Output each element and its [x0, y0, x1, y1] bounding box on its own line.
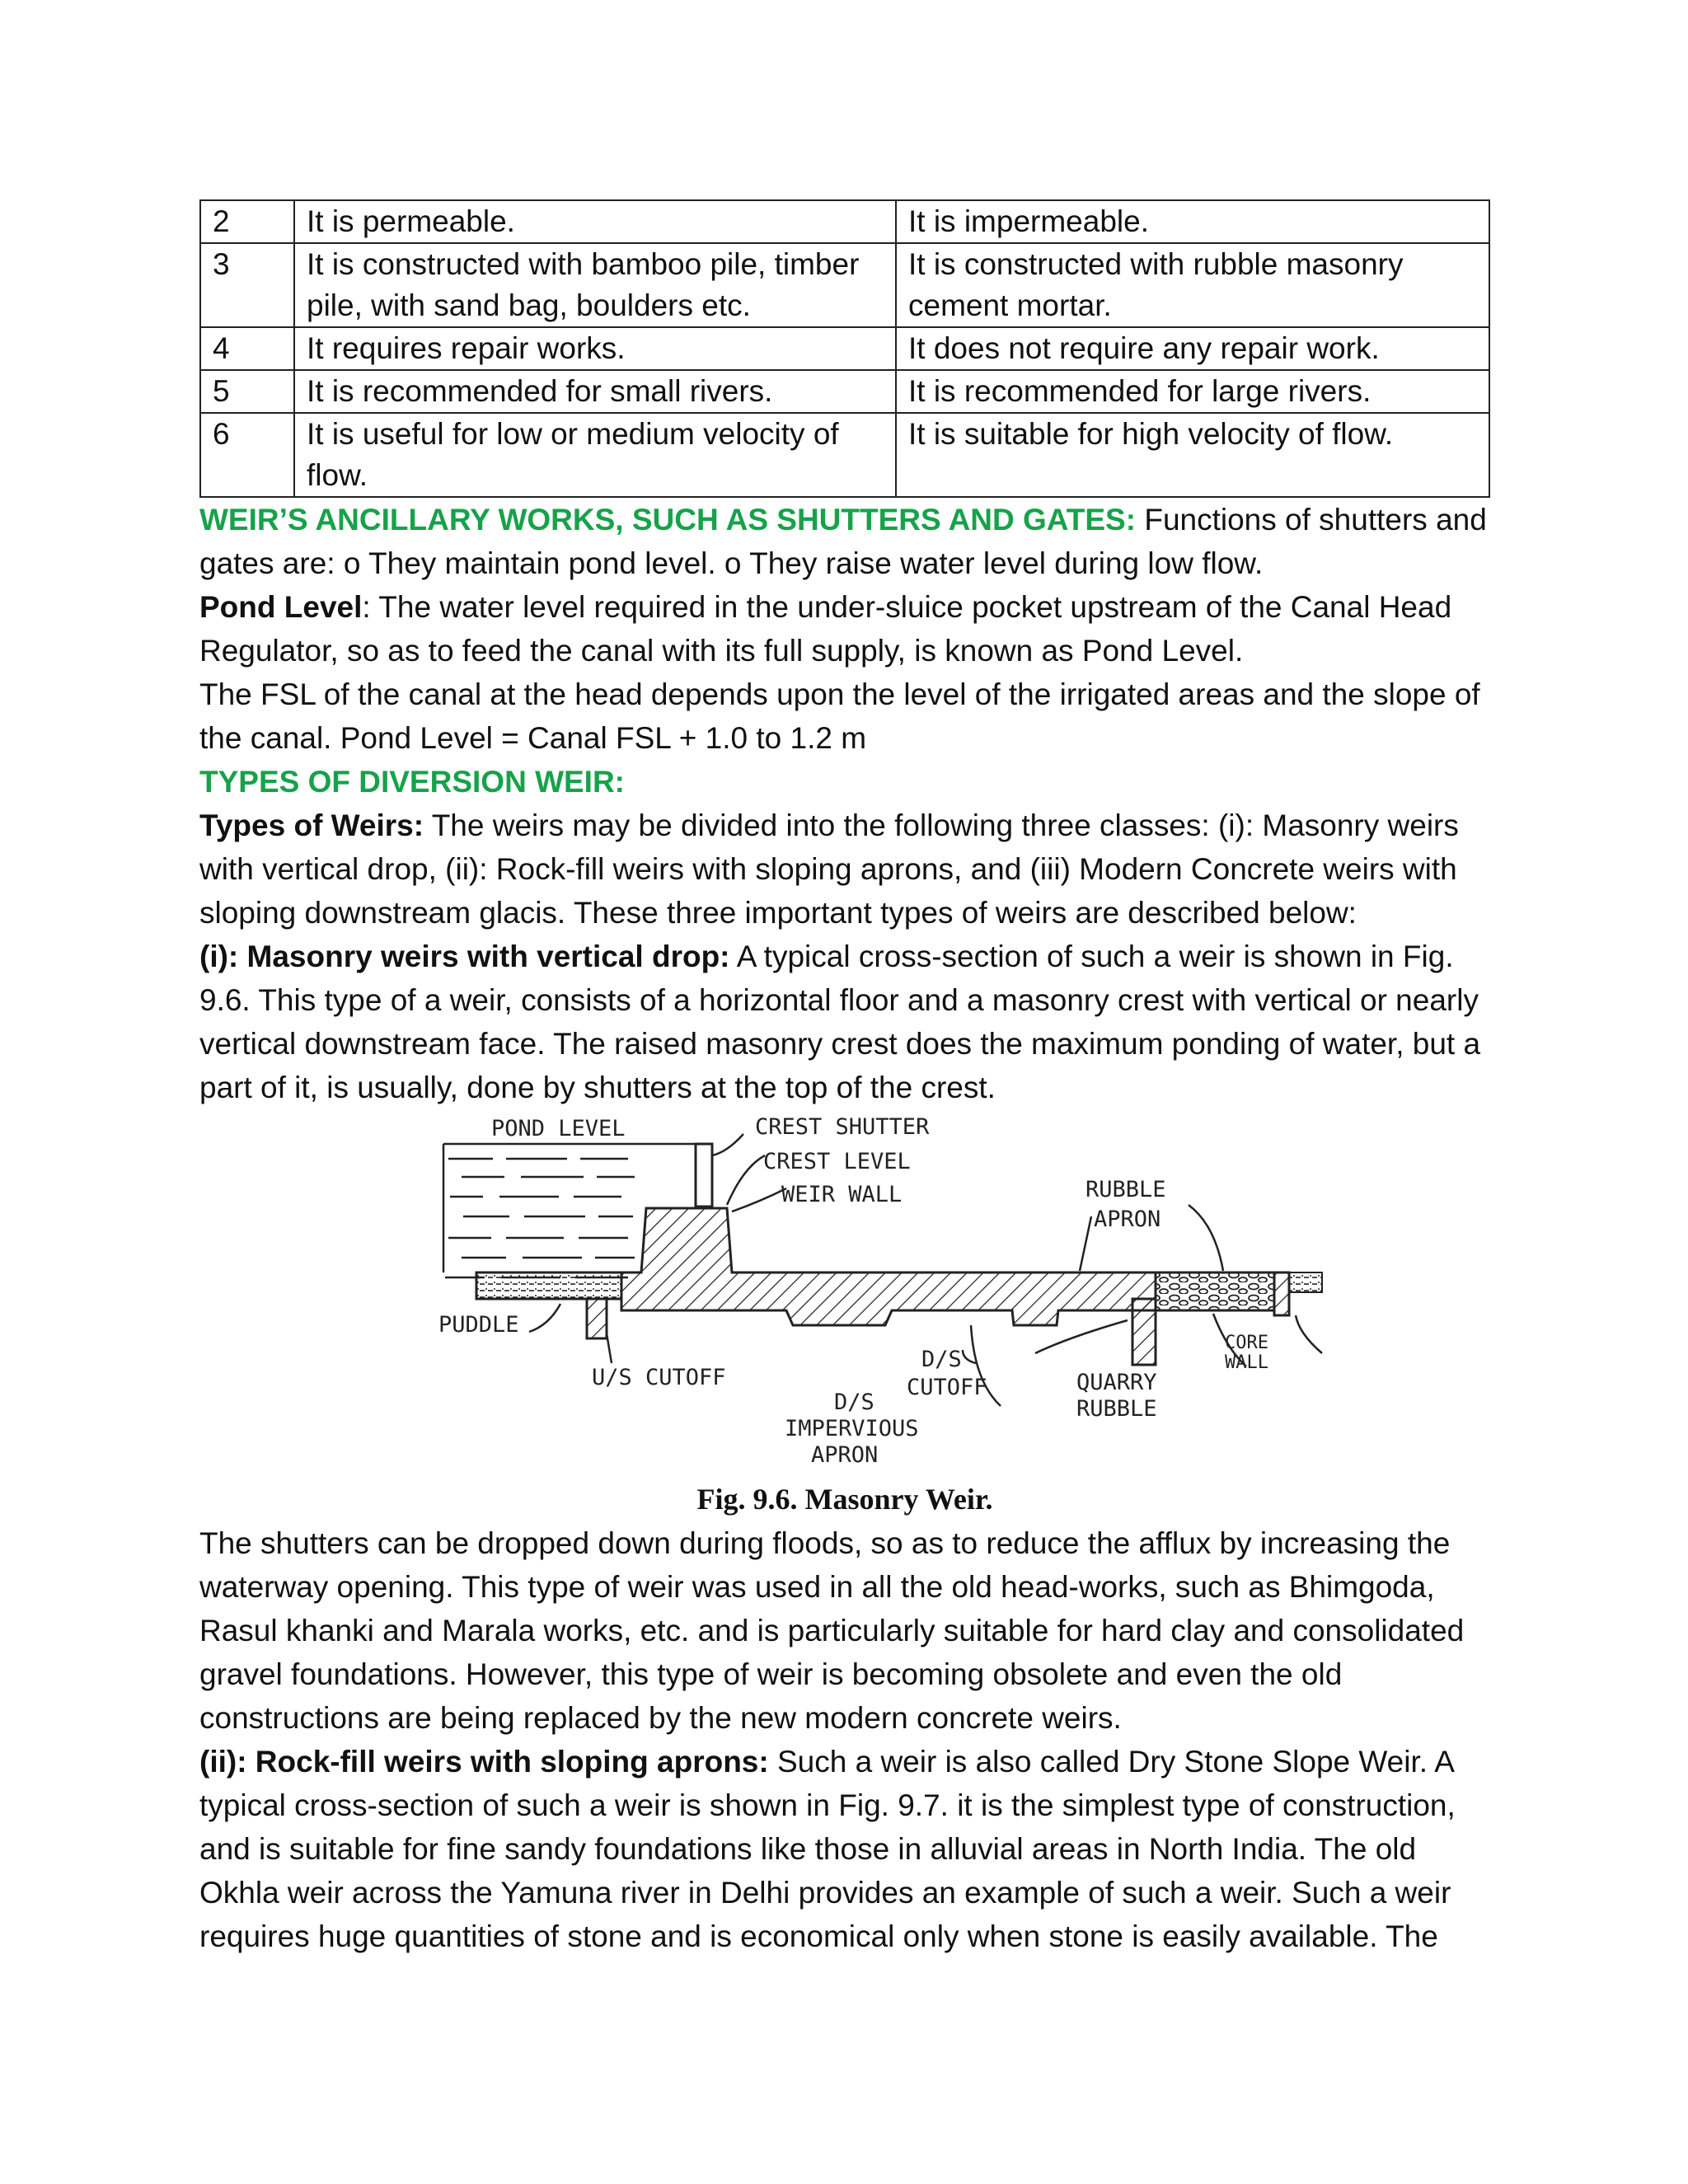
label-ds-apron-line1: D/S	[834, 1390, 874, 1415]
puddle	[476, 1272, 621, 1299]
core-wall	[1274, 1272, 1289, 1315]
table-cell-temporary: It is useful for low or medium velocity of flow.	[294, 413, 896, 497]
table-cell-permanent: It is suitable for high velocity of flow.	[896, 413, 1489, 497]
ancillary-text: Functions of shutters and gates are: o They maintain pond level. o They raise water level during low flow.	[199, 503, 1487, 580]
label-puddle: PUDDLE	[438, 1312, 519, 1338]
ancillary-heading: WEIR’S ANCILLARY WORKS, SUCH AS SHUTTERS AND GATES:	[199, 503, 1137, 537]
label-apron: APRON	[1094, 1207, 1161, 1232]
table-row	[200, 370, 1489, 413]
label-quarry-rubble-line1: QUARRY	[1076, 1370, 1157, 1395]
masonry-paragraph	[199, 935, 1490, 1109]
label-rubble: RUBBLE	[1085, 1177, 1166, 1202]
label-ds-cutoff-line2: CUTOFF	[907, 1375, 987, 1400]
tail-end	[1289, 1272, 1322, 1292]
table-cell-temporary: It is permeable.	[294, 200, 896, 243]
types-text: The weirs may be divided into the following three classes: (i): Masonry weirs with vertical drop, (ii): Rock-fill weirs with sloping aprons, and (iii) Modern Concrete weirs with sloping downstream glacis. These three important types of weirs are described below:	[199, 808, 1459, 930]
label-core-wall-line1: CORE	[1225, 1333, 1268, 1353]
label-us-cutoff: U/S CUTOFF	[592, 1365, 726, 1390]
shutters-paragraph: The shutters can be dropped down during floods, so as to reduce the afflux by increasing the waterway opening. This type of weir was used in all the old head-works, such as Bhimgoda, Rasul khanki and Marala works, etc. and is particularly suitable for hard clay and consolidated gravel foundations. However, this type of weir is becoming obsolete and even the old constructions are being replaced by the new modern concrete weirs.	[199, 1526, 1465, 1735]
label-ds-apron-line3: APRON	[811, 1442, 879, 1468]
masonry-weir-diagram	[199, 1109, 1490, 1480]
rubble-apron	[1156, 1272, 1274, 1310]
table-cell-temporary: It is recommended for small rivers.	[294, 370, 896, 413]
label-crest-shutter: CREST SHUTTER	[755, 1114, 930, 1140]
pond-level-term: Pond Level	[199, 590, 363, 624]
fsl-paragraph: The FSL of the canal at the head depends upon the level of the irrigated areas and the slope of the canal. Pond Level = Canal FSL + 1.0 to 1.2 m	[199, 677, 1480, 755]
table-cell-num: 5	[200, 370, 294, 413]
ancillary-paragraph	[199, 498, 1490, 585]
types-paragraph	[199, 804, 1490, 935]
types-heading: TYPES OF DIVERSION WEIR:	[199, 765, 625, 799]
table-row	[200, 200, 1489, 243]
pond-level-text: : The water level required in the under-sluice pocket upstream of the Canal Head Regulator, so as to feed the canal with its full supply, is known as Pond Level.	[199, 590, 1452, 668]
table-cell-num: 2	[200, 200, 294, 243]
figure-caption: Fig. 9.6. Masonry Weir.	[696, 1483, 993, 1516]
table-cell-temporary: It is constructed with bamboo pile, timber pile, with sand bag, boulders etc.	[294, 243, 896, 327]
ds-cutoff	[1132, 1299, 1156, 1365]
masonry-weir-figure	[199, 1109, 1490, 1521]
types-term: Types of Weirs:	[199, 808, 424, 842]
label-pond-level: POND LEVEL	[491, 1116, 626, 1141]
pond-level-paragraph	[199, 585, 1490, 673]
table-cell-num: 6	[200, 413, 294, 497]
table-cell-permanent: It is impermeable.	[896, 200, 1489, 243]
masonry-text: A typical cross-section of such a weir is shown in Fig. 9.6. This type of a weir, consists of a horizontal floor and a masonry crest with vertical or nearly vertical downstream face. The raised masonry crest does the maximum ponding of water, but a part of it, is usually, done by shutters at the top of the crest.	[199, 940, 1481, 1104]
comparison-table	[199, 199, 1490, 498]
label-ds-cutoff-line1: D/S	[921, 1347, 962, 1372]
table-row	[200, 413, 1489, 497]
us-cutoff	[587, 1299, 607, 1338]
rockfill-text: Such a weir is also called Dry Stone Slope Weir. A typical cross-section of such a weir is shown in Fig. 9.7. it is the simplest type of construction, and is suitable for fine sandy foundations like those in alluvial areas in North India. The old Okhla weir across the Yamuna river in Delhi provides an example of such a weir. Such a weir requires huge quantities of stone and is economical only when stone is easily available. The	[199, 1745, 1456, 1953]
table-row	[200, 327, 1489, 370]
label-quarry-rubble-line2: RUBBLE	[1076, 1396, 1157, 1422]
label-core-wall-line2: WALL	[1225, 1352, 1268, 1373]
table-row	[200, 243, 1489, 327]
label-crest-level: CREST LEVEL	[763, 1149, 911, 1174]
table-cell-num: 3	[200, 243, 294, 327]
table-cell-permanent: It does not require any repair work.	[896, 327, 1489, 370]
label-weir-wall: WEIR WALL	[781, 1182, 903, 1207]
table-cell-temporary: It requires repair works.	[294, 327, 896, 370]
rockfill-paragraph	[199, 1740, 1490, 1958]
table-cell-num: 4	[200, 327, 294, 370]
page-content	[199, 199, 1490, 1958]
label-ds-apron-line2: IMPERVIOUS	[785, 1416, 919, 1441]
table-cell-permanent: It is constructed with rubble masonry cement mortar.	[896, 243, 1489, 327]
rockfill-term: (ii): Rock-fill weirs with sloping aprons:	[199, 1745, 769, 1779]
crest-shutter	[696, 1144, 712, 1207]
weir-wall	[621, 1208, 1156, 1325]
masonry-term: (i): Masonry weirs with vertical drop:	[199, 940, 730, 973]
table-cell-permanent: It is recommended for large rivers.	[896, 370, 1489, 413]
